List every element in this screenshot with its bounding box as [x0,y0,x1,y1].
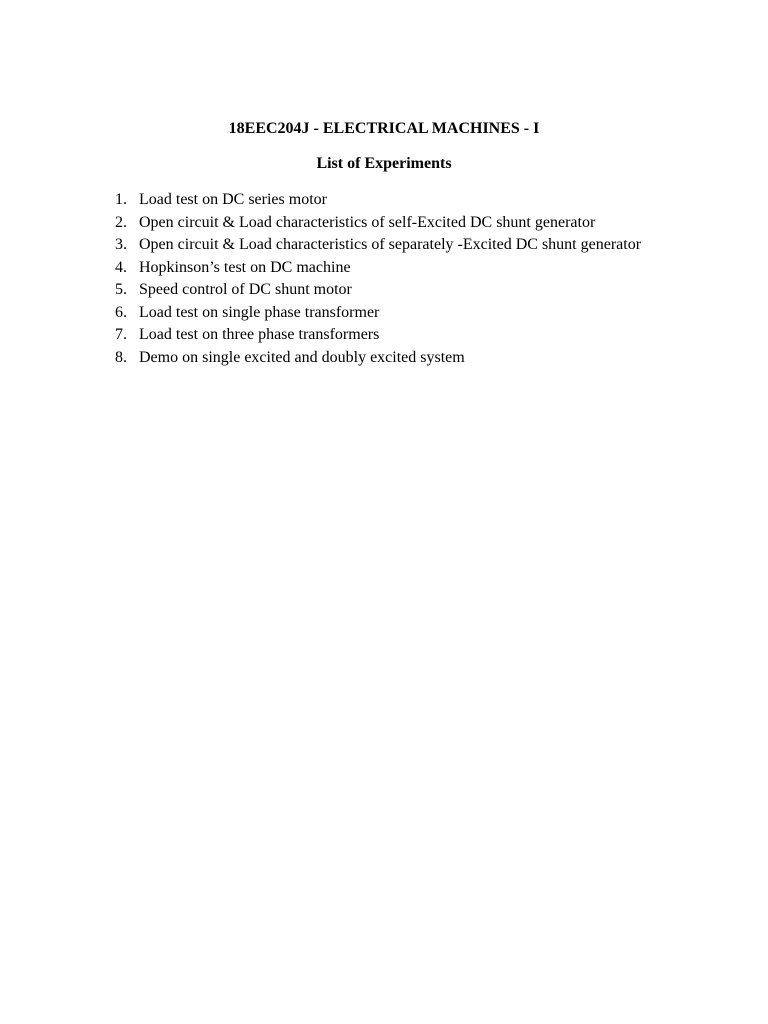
list-item-number: 3. [115,236,127,253]
list-item [108,279,668,302]
list-item-text: Load test on DC series motor [139,191,327,208]
course-title: 18EEC204J - ELECTRICAL MACHINES - I [228,120,540,137]
list-item-number: 8. [115,348,127,366]
list-item-text: Hopkinson’s test on DC machine [139,258,351,276]
list-item-number: 7. [115,326,127,343]
list-item [108,324,668,347]
experiment-list [108,189,668,369]
list-item-text: Load test on three phase transformers [139,326,380,343]
list-item-number: 5. [115,281,127,298]
list-item-text: Speed control of DC shunt motor [139,281,352,298]
list-item-number: 1. [115,191,127,208]
list-item [108,257,668,280]
list-item-text: Open circuit & Load characteristics of separately -Excited DC shunt generator [139,236,642,253]
list-item [108,302,668,325]
list-heading: List of Experiments [316,155,452,172]
list-item-number: 4. [115,258,127,276]
list-item-text: Open circuit & Load characteristics of self-Excited DC shunt generator [139,213,596,231]
list-item [108,189,668,212]
list-item-text: Demo on single excited and doubly excited system [139,348,465,366]
list-item [108,347,668,370]
list-item-number: 6. [115,303,127,321]
list-item-number: 2. [115,213,127,231]
list-item-text: Load test on single phase transformer [139,303,380,321]
list-item [108,212,668,235]
list-item [108,234,668,257]
